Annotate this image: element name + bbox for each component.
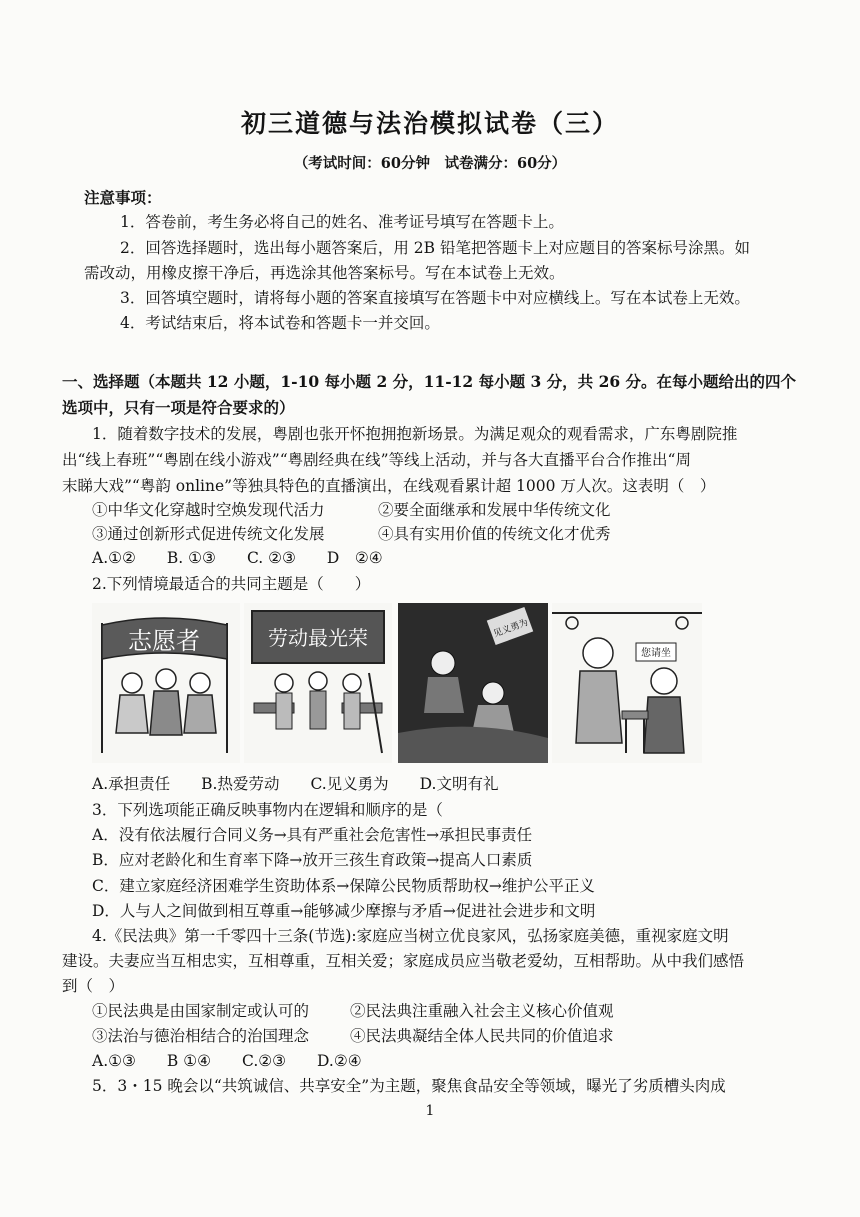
page-number: 1 — [425, 1103, 435, 1119]
notice-item: 2．回答选择题时，选出每小题答案后，用 2B 铅笔把答题卡上对应题目的答案标号涂黑。如 — [120, 239, 750, 257]
q1-option: ②要全面继承和发展中华传统文化 — [378, 501, 611, 519]
q3-stem: 3．下列选项能正确反映事物内在逻辑和顺序的是（ — [92, 801, 443, 819]
volunteer-illustration — [92, 603, 240, 763]
notice-item: 3．回答填空题时，请将每小题的答案直接填写在答题卡中对应横线上。写在本试卷上无效。 — [120, 289, 750, 307]
exam-title: 初三道德与法治模拟试卷（三） — [240, 109, 619, 138]
q1-choices: A.①② B. ①③ C. ②③ D ②④ — [92, 549, 383, 567]
seat-offering-illustration — [552, 603, 702, 763]
notice-heading: 注意事项： — [84, 188, 162, 207]
q1-option: ①中华文化穿越时空焕发现代活力 — [92, 501, 325, 519]
section-heading-cont: 选项中，只有一项是符合要求的） — [62, 398, 295, 417]
volunteer-banner-text: 志愿者 — [128, 627, 200, 655]
q1-stem: 末睇大戏”“粤韵 online”等独具特色的直播演出，在线观看累计超 1000 万人次。这表明（ ） — [62, 477, 716, 495]
notice-item: 1．答卷前，考生务必将自己的姓名、准考证号填写在答题卡上。 — [120, 213, 564, 231]
q3-option-a: A．没有依法履行合同义务→具有严重社会危害性→承担民事责任 — [92, 826, 533, 844]
q5-stem: 5．3・15 晚会以“共筑诚信、共享安全”为主题，聚焦食品安全等领域，曝光了劣质槽头肉成 — [92, 1077, 726, 1095]
seat-bubble-text: 您请坐 — [641, 648, 671, 659]
q3-option-b: B．应对老龄化和生育率下降→放开三孩生育政策→提高人口素质 — [92, 851, 533, 869]
q2-stem: 2.下列情境最适合的共同主题是（ ） — [92, 575, 371, 593]
q3-option-d: D．人与人之间做到相互尊重→能够减少摩擦与矛盾→促进社会进步和文明 — [92, 902, 596, 920]
notice-item: 4．考试结束后，将本试卷和答题卡一并交回。 — [120, 314, 440, 332]
q3-option-c: C．建立家庭经济困难学生资助体系→保障公民物质帮助权→维护公平正义 — [92, 877, 595, 895]
q2-choices: A.承担责任 B.热爱劳动 C.见义勇为 D.文明有礼 — [92, 775, 499, 793]
q4-stem: 建设。夫妻应当互相忠实，互相尊重，互相关爱；家庭成员应当敬老爱幼，互相帮助。从中我们感悟 — [62, 952, 745, 970]
q4-option: ①民法典是由国家制定或认可的 — [92, 1002, 310, 1020]
labor-board-text: 劳动最光荣 — [268, 626, 368, 650]
rescue-illustration — [398, 603, 548, 763]
notice-item: 需改动，用橡皮擦干净后，再选涂其他答案标号。写在本试卷上无效。 — [84, 264, 565, 282]
q2-image-strip — [92, 603, 702, 763]
q4-option: ②民法典注重融入社会主义核心价值观 — [350, 1002, 614, 1020]
q1-option: ③通过创新形式促进传统文化发展 — [92, 525, 325, 543]
exam-subtitle: （考试时间：60分钟 试卷满分：60分） — [293, 155, 567, 172]
rescue-sign-text: 见义勇为 — [492, 617, 530, 640]
labor-illustration — [244, 603, 392, 763]
q1-stem: 1．随着数字技术的发展，粤剧也张开怀抱拥抱新场景。为满足观众的观看需求，广东粤剧院推 — [92, 425, 738, 443]
section-heading: 一、选择题（本题共 12 小题，1-10 每小题 2 分，11-12 每小题 3 分，共 26 分。在每小题给出的四个 — [62, 372, 797, 391]
q4-option: ④民法典凝结全体人民共同的价值追求 — [350, 1027, 614, 1045]
q4-option: ③法治与德治相结合的治国理念 — [92, 1027, 310, 1045]
q4-stem: 到（ ） — [62, 977, 125, 995]
q4-stem: 4.《民法典》第一千零四十三条(节选):家庭应当树立优良家风，弘扬家庭美德，重视家庭文明 — [92, 927, 729, 945]
q4-choices: A.①③ B ①④ C.②③ D.②④ — [92, 1052, 362, 1070]
q1-stem: 出“线上春班”“粤剧在线小游戏”“粤剧经典在线”等线上活动，并与各大直播平台合作推出“周 — [62, 451, 691, 469]
q1-option: ④具有实用价值的传统文化才优秀 — [378, 525, 611, 543]
